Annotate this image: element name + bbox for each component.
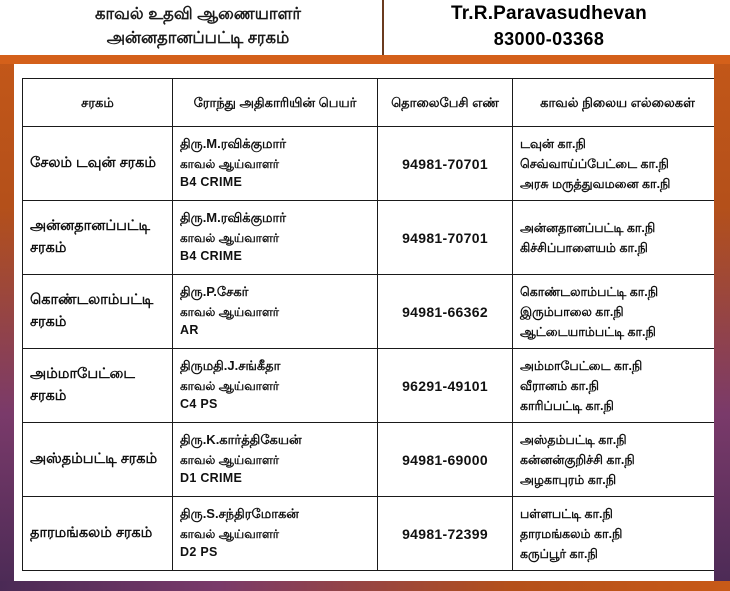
table-header-row <box>23 79 715 127</box>
header-designation-line1: காவல் உதவி ஆணையாளர் <box>94 4 302 23</box>
cell-area: அஸ்தம்பட்டி சரகம் <box>23 423 173 497</box>
limit-item: ஆட்டையாம்பட்டி கா.நி <box>520 324 656 339</box>
cell-phone: 94981-70701 <box>378 127 513 201</box>
cell-phone: 94981-70701 <box>378 201 513 275</box>
cell-area: தாரமங்கலம் சரகம் <box>23 497 173 571</box>
header-officer-block <box>384 0 714 55</box>
officer-code: D2 PS <box>180 545 218 560</box>
cell-officer <box>173 497 378 571</box>
cell-area: அம்மாபேட்டை சரகம் <box>23 349 173 423</box>
officer-name: திரு.S.சந்திரமோகன் <box>180 506 299 522</box>
officer-name: திருமதி.J.சங்கீதா <box>180 358 281 374</box>
decorative-right-border <box>714 0 730 591</box>
limit-item: அம்மாபேட்டை கா.நி <box>520 358 643 373</box>
officer-code: AR <box>180 323 199 338</box>
header-officer-name: Tr.R.Paravasudhevan <box>450 3 647 24</box>
limit-item: கருப்பூர் கா.நி <box>520 546 598 561</box>
limit-item: செவ்வாய்ப்பேட்டை கா.நி <box>520 156 669 171</box>
patrol-officers-table <box>22 78 714 571</box>
table-body <box>23 127 715 571</box>
cell-officer <box>173 127 378 201</box>
document-header <box>0 0 730 64</box>
decorative-left-border <box>0 0 14 591</box>
cell-phone: 94981-66362 <box>378 275 513 349</box>
officer-rank: காவல் ஆய்வாளர் <box>180 230 280 245</box>
limit-item: கன்னன்குறிச்சி கா.நி <box>520 452 635 467</box>
limit-item: காரிப்பட்டி கா.நி <box>520 398 614 413</box>
cell-limits <box>513 423 715 497</box>
table-row <box>23 201 715 275</box>
document-body <box>14 64 714 581</box>
cell-limits <box>513 127 715 201</box>
table-row <box>23 127 715 201</box>
officer-rank: காவல் ஆய்வாளர் <box>180 378 280 393</box>
column-header-officer: ரோந்து அதிகாரியின் பெயர் <box>173 79 378 127</box>
officer-code: B4 CRIME <box>180 175 243 190</box>
cell-phone: 94981-69000 <box>378 423 513 497</box>
cell-phone: 94981-72399 <box>378 497 513 571</box>
cell-officer <box>173 275 378 349</box>
cell-area: சேலம் டவுன் சரகம் <box>23 127 173 201</box>
limit-item: அஸ்தம்பட்டி கா.நி <box>520 432 627 447</box>
column-header-phone: தொலைபேசி எண் <box>378 79 513 127</box>
limit-item: கொண்டலாம்பட்டி கா.நி <box>520 284 659 299</box>
officer-name: திரு.K.கார்த்திகேயன் <box>180 432 302 448</box>
header-designation-block <box>14 0 384 55</box>
officer-code: C4 PS <box>180 397 218 412</box>
cell-officer <box>173 349 378 423</box>
limit-item: கிச்சிப்பாளையம் கா.நி <box>520 240 648 255</box>
limit-item: டவுன் கா.நி <box>520 136 586 151</box>
limit-item: அழகாபுரம் கா.நி <box>520 472 617 487</box>
officer-rank: காவல் ஆய்வாளர் <box>180 156 280 171</box>
column-header-area: சரகம் <box>23 79 173 127</box>
limit-item: வீரானம் கா.நி <box>520 378 599 393</box>
cell-area: அன்னதானப்பட்டி சரகம் <box>23 201 173 275</box>
header-designation-line2: அன்னதானப்பட்டி சரகம் <box>106 28 290 47</box>
cell-officer <box>173 201 378 275</box>
cell-limits <box>513 201 715 275</box>
limit-item: பள்ளபட்டி கா.நி <box>520 506 613 521</box>
cell-phone: 96291-49101 <box>378 349 513 423</box>
cell-officer <box>173 423 378 497</box>
officer-name: திரு.M.ரவிக்குமார் <box>180 210 287 226</box>
officer-name: திரு.P.சேகர் <box>180 284 249 300</box>
cell-area: கொண்டலாம்பட்டி சரகம் <box>23 275 173 349</box>
header-officer-phone: 83000-03368 <box>493 28 605 49</box>
cell-limits <box>513 349 715 423</box>
limit-item: இரும்பாலை கா.நி <box>520 304 624 319</box>
header-inner <box>14 0 714 55</box>
table-header <box>23 79 715 127</box>
limit-item: அன்னதானப்பட்டி கா.நி <box>520 220 656 235</box>
limit-item: தாரமங்கலம் கா.நி <box>520 526 623 541</box>
officer-name: திரு.M.ரவிக்குமார் <box>180 136 287 152</box>
officer-code: B4 CRIME <box>180 249 243 264</box>
limit-item: அரசு மருத்துவமனை கா.நி <box>520 176 671 191</box>
officer-rank: காவல் ஆய்வாளர் <box>180 452 280 467</box>
table-row <box>23 349 715 423</box>
decorative-bottom-border <box>0 581 730 591</box>
officer-code: D1 CRIME <box>180 471 243 486</box>
cell-limits <box>513 497 715 571</box>
table-row <box>23 423 715 497</box>
table-row <box>23 275 715 349</box>
officer-rank: காவல் ஆய்வாளர் <box>180 526 280 541</box>
cell-limits <box>513 275 715 349</box>
table-row <box>23 497 715 571</box>
officer-rank: காவல் ஆய்வாளர் <box>180 304 280 319</box>
column-header-limits: காவல் நிலைய எல்லைகள் <box>513 79 715 127</box>
